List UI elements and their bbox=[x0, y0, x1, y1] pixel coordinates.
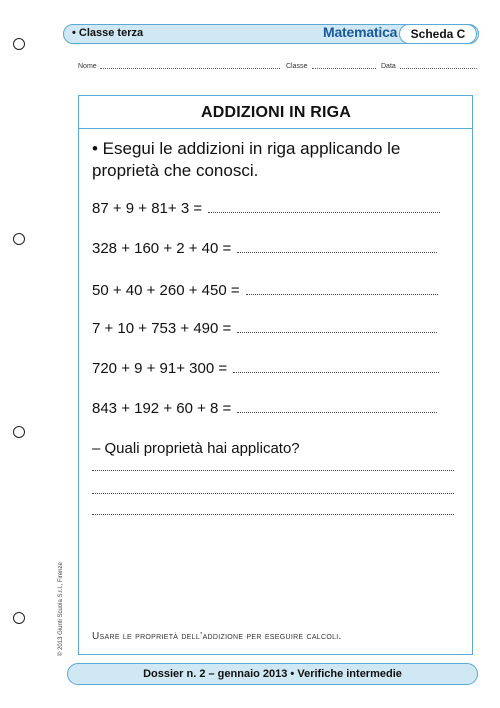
answer-field[interactable] bbox=[233, 372, 439, 373]
equation-row bbox=[92, 360, 439, 377]
binder-hole bbox=[13, 38, 25, 50]
equation-row bbox=[92, 400, 437, 417]
answer-field[interactable] bbox=[246, 294, 438, 295]
equation-text: 50 + 40 + 260 + 450 = bbox=[92, 282, 240, 299]
equation-text: 720 + 9 + 91+ 300 = bbox=[92, 360, 228, 377]
name-field[interactable] bbox=[100, 68, 280, 69]
name-label: Nome bbox=[78, 63, 97, 70]
answer-field[interactable] bbox=[208, 212, 440, 213]
equation-row bbox=[92, 200, 440, 217]
date-label: Data bbox=[381, 63, 396, 70]
equation-row bbox=[92, 320, 437, 337]
worksheet-title: ADDIZIONI IN RIGA bbox=[200, 104, 352, 121]
answer-field[interactable] bbox=[237, 412, 437, 413]
class-field[interactable] bbox=[312, 68, 376, 69]
question-text: – Quali proprietà hai applicato? bbox=[92, 440, 300, 457]
equation-text: 843 + 192 + 60 + 8 = bbox=[92, 400, 232, 417]
instruction-text: • Esegui le addizioni in riga applicando le proprietà che conosci. bbox=[92, 139, 401, 180]
title-divider bbox=[78, 128, 473, 129]
answer-line[interactable] bbox=[92, 470, 454, 471]
class-field-label: Classe bbox=[286, 63, 308, 70]
answer-field[interactable] bbox=[237, 332, 437, 333]
equation-row bbox=[92, 240, 437, 257]
subject-label: Matematica bbox=[323, 24, 398, 40]
answer-field[interactable] bbox=[237, 252, 437, 253]
footer-band bbox=[67, 663, 478, 685]
equation-row bbox=[92, 282, 438, 299]
copyright-text: © 2013 Giunti Scuola S.r.l., Firenze bbox=[58, 562, 64, 656]
binder-hole bbox=[13, 233, 25, 245]
equation-text: 87 + 9 + 81+ 3 = bbox=[92, 200, 203, 217]
binder-hole bbox=[13, 426, 25, 438]
class-label: • Classe terza bbox=[72, 27, 144, 39]
answer-line[interactable] bbox=[92, 514, 454, 515]
answer-line[interactable] bbox=[92, 493, 454, 494]
date-field[interactable] bbox=[400, 68, 477, 69]
objective-note: Usare le proprietà dell’addizione per eseguire calcoli. bbox=[92, 631, 342, 642]
footer-text: Dossier n. 2 – gennaio 2013 • Verifiche intermedie bbox=[143, 668, 402, 680]
equation-text: 7 + 10 + 753 + 490 = bbox=[92, 320, 232, 337]
binder-hole bbox=[13, 612, 25, 624]
sheet-label: Scheda C bbox=[399, 24, 477, 44]
equation-text: 328 + 160 + 2 + 40 = bbox=[92, 240, 232, 257]
